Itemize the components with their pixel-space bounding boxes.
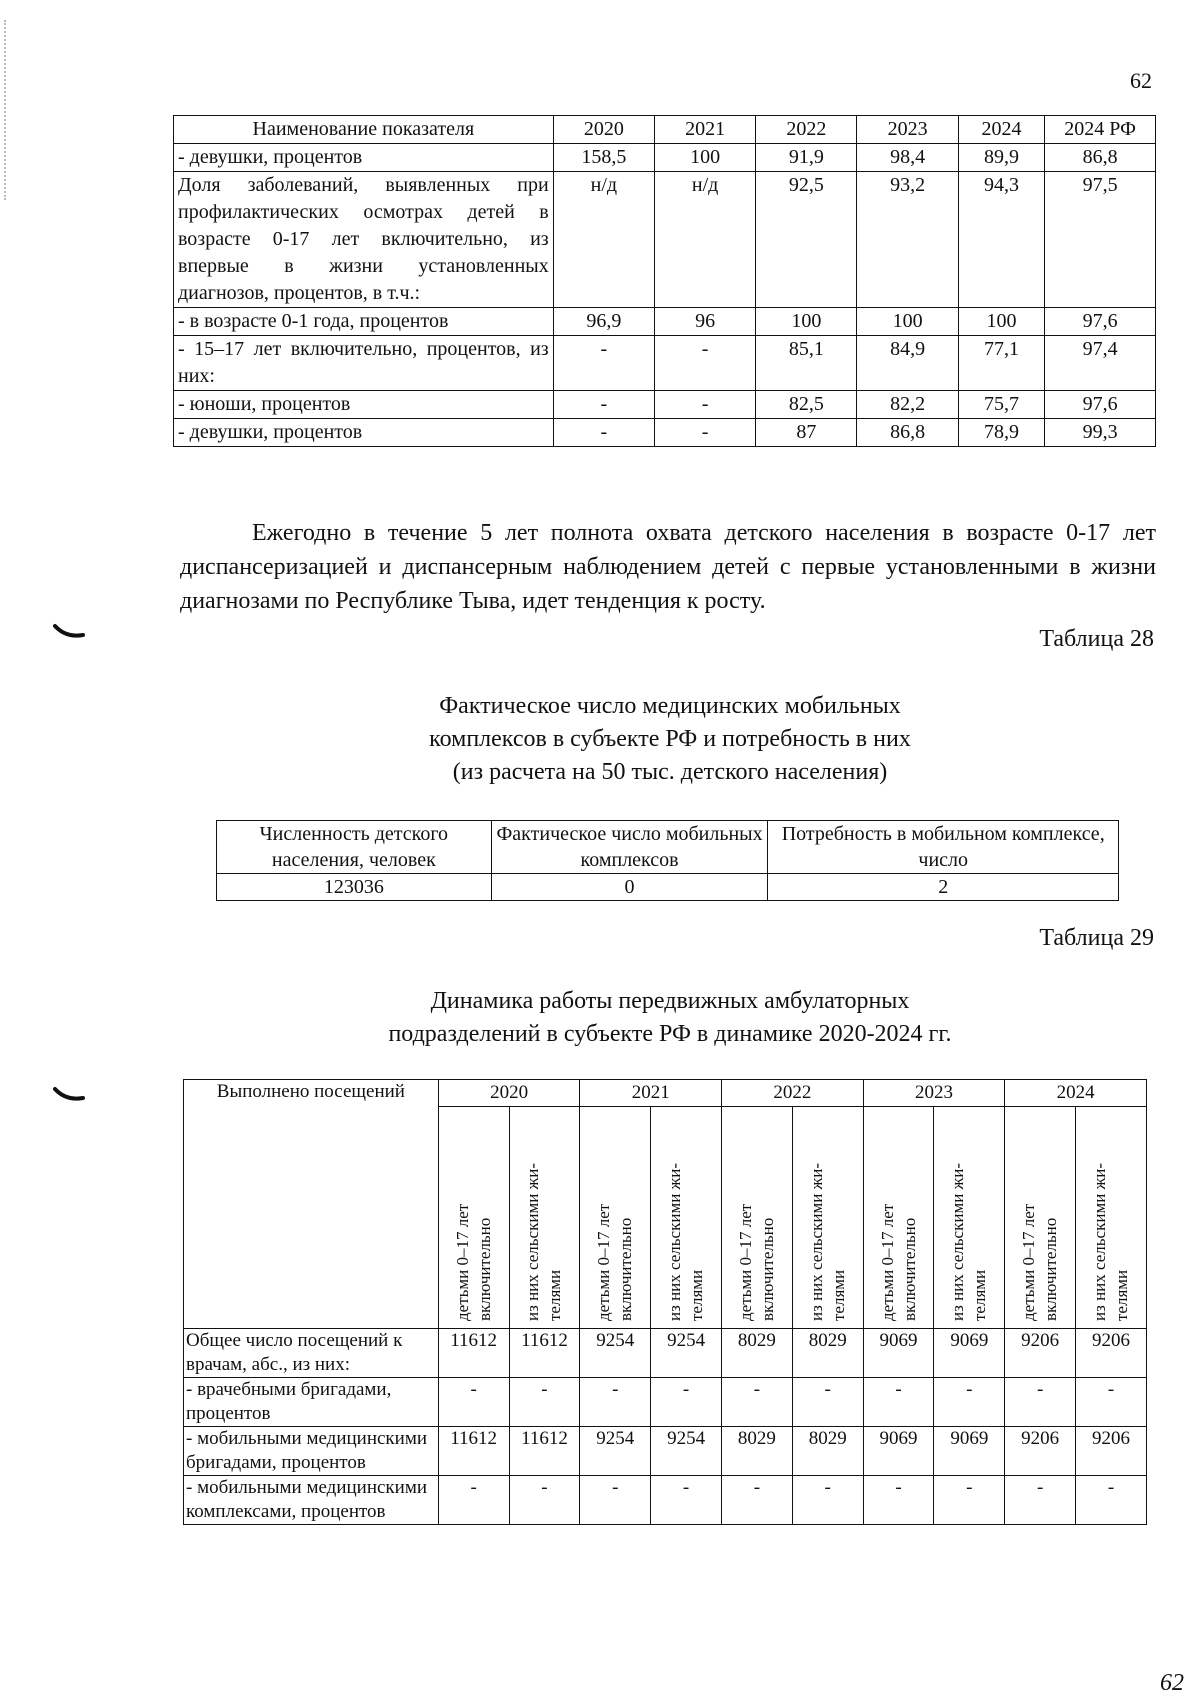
scan-edge-artifact [4,20,8,200]
table-row [184,1476,1147,1525]
table-cell: 8029 [722,1329,793,1378]
header-cell: 2022 [756,116,857,144]
year-header: 2024 [1005,1080,1147,1107]
year-header: 2020 [438,1080,580,1107]
table-row [174,419,1156,447]
row-label: - девушки, процентов [174,419,554,447]
table-row [184,1427,1147,1476]
table-cell: 77,1 [958,336,1044,391]
vertical-label: из них сельскими жи- телями [806,1162,848,1321]
table-cell: 9254 [580,1427,651,1476]
table-cell: - [654,391,755,419]
sub-header-cell [792,1107,863,1329]
row-label: Доля заболеваний, выявленных при профилактических осмотрах детей в возрасте 0-17 лет включительно, из впервые в жизни установленных диагнозов, процентов, в т.ч.: [174,172,554,308]
row-label: - мобильными медицинскими бригадами, процентов [184,1427,439,1476]
table-cell: 9254 [580,1329,651,1378]
table-cell: - [580,1476,651,1525]
table-28-title [200,690,1140,789]
row-label: - в возрасте 0-1 года, процентов [174,308,554,336]
table-cell: 89,9 [958,144,1044,172]
row-label: Общее число посещений к врачам, абс., из них: [184,1329,439,1378]
table-cell: - [580,1378,651,1427]
table-cell: 85,1 [756,336,857,391]
table-cell: - [654,336,755,391]
table-cell: - [509,1476,580,1525]
row-label: - 15–17 лет включительно, процентов, из них: [174,336,554,391]
table-row [174,172,1156,308]
table-cell: 9069 [934,1329,1005,1378]
vertical-label: из них сельскими жи- телями [523,1162,565,1321]
title-line: (из расчета на 50 тыс. детского населения) [452,759,888,785]
table-cell: - [651,1378,722,1427]
table-header-row [217,821,1119,874]
table-cell: 9254 [651,1329,722,1378]
table-cell: 123036 [217,874,492,901]
sub-header-cell [580,1107,651,1329]
mobile-complexes-table [216,820,1119,901]
row-label: - мобильными медицинскими комплексами, процентов [184,1476,439,1525]
sub-header-cell [863,1107,934,1329]
row-label: - юноши, процентов [174,391,554,419]
sub-header-cell [1005,1107,1076,1329]
table-cell: 96,9 [553,308,654,336]
header-cell: 2021 [654,116,755,144]
table-cell: - [553,419,654,447]
table-cell: - [1076,1378,1147,1427]
table-cell: 75,7 [958,391,1044,419]
margin-mark [52,622,86,642]
year-header: 2021 [580,1080,722,1107]
year-header: 2022 [722,1080,864,1107]
page-number: 62 [1130,68,1152,93]
table-cell: 9069 [934,1427,1005,1476]
table-cell: н/д [654,172,755,308]
header-cell: Численность детского населения, человек [217,821,492,874]
table-row [184,1378,1147,1427]
header-cell: 2024 РФ [1045,116,1156,144]
table-cell: 100 [654,144,755,172]
table-cell: - [722,1476,793,1525]
table-cell: - [651,1476,722,1525]
table-cell: 9069 [863,1329,934,1378]
table-cell: 97,5 [1045,172,1156,308]
table-cell: 99,3 [1045,419,1156,447]
table-cell: 158,5 [553,144,654,172]
table-row [174,391,1156,419]
vertical-label: из них сельскими жи- телями [1090,1162,1132,1321]
body-paragraph: Ежегодно в течение 5 лет полнота охвата детского населения в возрасте 0-17 лет диспансеризацией и диспансерным наблюдением детей с первые установленными в жизни диагнозами по Республике Тыва, идет тенденция к росту. [180,520,1156,614]
sub-header-cell [509,1107,580,1329]
table-cell: - [553,391,654,419]
vertical-label: из них сельскими жи- телями [665,1162,707,1321]
table-cell: 11612 [509,1329,580,1378]
table-header-row [184,1080,1147,1107]
table-cell: 94,3 [958,172,1044,308]
table-cell: - [1005,1378,1076,1427]
table-cell: - [509,1378,580,1427]
handwritten-page-mark: 62 [1160,1670,1184,1696]
header-cell: 2020 [553,116,654,144]
table-cell: - [934,1476,1005,1525]
table-cell: 100 [756,308,857,336]
table-cell: 9069 [863,1427,934,1476]
table-cell: 97,6 [1045,391,1156,419]
table-cell: 84,9 [857,336,958,391]
vertical-label: детьми 0–17 лет включительно [452,1203,494,1321]
indicators-table [173,115,1156,447]
table-cell: 2 [768,874,1119,901]
table-29-title [200,985,1140,1051]
table-cell: - [654,419,755,447]
table-cell: 11612 [438,1329,509,1378]
table-cell: 8029 [792,1329,863,1378]
title-line: Фактическое число медицинских мобильных [439,693,901,719]
vertical-label: детьми 0–17 лет включительно [877,1203,919,1321]
table-cell: - [722,1378,793,1427]
table-cell: 87 [756,419,857,447]
table-cell: 9206 [1005,1329,1076,1378]
table-cell: 11612 [438,1427,509,1476]
table-cell: 100 [857,308,958,336]
header-cell: 2024 [958,116,1044,144]
margin-mark [52,1085,86,1105]
table-row [217,874,1119,901]
table-cell: 9254 [651,1427,722,1476]
row-label: - врачебными бригадами, процентов [184,1378,439,1427]
vertical-label: детьми 0–17 лет включительно [1019,1203,1061,1321]
table-cell: 91,9 [756,144,857,172]
table-cell: 9206 [1076,1427,1147,1476]
table-header-row [174,116,1156,144]
table-cell: 82,2 [857,391,958,419]
table-row [174,308,1156,336]
year-header: 2023 [863,1080,1005,1107]
table-cell: 93,2 [857,172,958,308]
row-label: - девушки, процентов [174,144,554,172]
title-line: комплексов в субъекте РФ и потребность в них [429,726,911,752]
table-cell: 97,4 [1045,336,1156,391]
corner-header: Выполнено посещений [184,1080,439,1329]
table-cell: 86,8 [1045,144,1156,172]
table-cell: - [792,1378,863,1427]
table-cell: - [792,1476,863,1525]
sub-header-cell [934,1107,1005,1329]
sub-header-cell [651,1107,722,1329]
title-line: Динамика работы передвижных амбулаторных [430,988,910,1014]
table-cell: 97,6 [1045,308,1156,336]
table-cell: 8029 [792,1427,863,1476]
table-cell: 11612 [509,1427,580,1476]
table-cell: - [863,1476,934,1525]
table-cell: 100 [958,308,1044,336]
table-cell: 0 [491,874,768,901]
table-29-caption: Таблица 29 [1039,925,1154,951]
table-cell: 9206 [1005,1427,1076,1476]
table-cell: - [1005,1476,1076,1525]
table-cell: - [553,336,654,391]
table-cell: - [438,1378,509,1427]
table-row [184,1329,1147,1378]
sub-header-cell [1076,1107,1147,1329]
vertical-label: из них сельскими жи- телями [948,1162,990,1321]
table-cell: 82,5 [756,391,857,419]
table-cell: 78,9 [958,419,1044,447]
title-line: подразделений в субъекте РФ в динамике 2020-2024 гг. [388,1021,952,1047]
table-cell: - [438,1476,509,1525]
header-cell: Наименование показателя [174,116,554,144]
table-cell: 86,8 [857,419,958,447]
sub-header-cell [438,1107,509,1329]
vertical-label: детьми 0–17 лет включительно [594,1203,636,1321]
table-cell: 96 [654,308,755,336]
table-28-caption: Таблица 28 [1039,626,1154,652]
header-cell: Потребность в мобильном комплексе, число [768,821,1119,874]
table-cell: - [1076,1476,1147,1525]
mobile-units-dynamics-table [183,1079,1147,1525]
table-cell: - [934,1378,1005,1427]
table-row [174,336,1156,391]
table-cell: - [863,1378,934,1427]
header-cell: 2023 [857,116,958,144]
table-cell: 9206 [1076,1329,1147,1378]
sub-header-cell [722,1107,793,1329]
table-cell: 92,5 [756,172,857,308]
table-row [174,144,1156,172]
table-cell: н/д [553,172,654,308]
table-cell: 98,4 [857,144,958,172]
header-cell: Фактическое число мобильных комплексов [491,821,768,874]
table-cell: 8029 [722,1427,793,1476]
vertical-label: детьми 0–17 лет включительно [735,1203,777,1321]
